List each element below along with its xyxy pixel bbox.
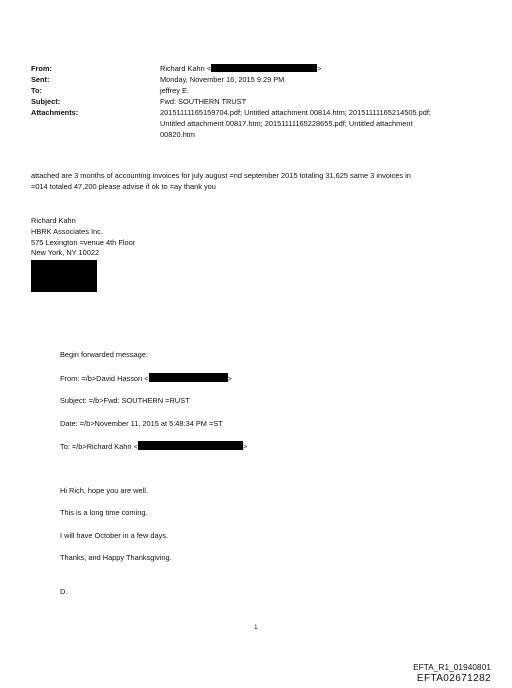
forwarded-from-suffix: > bbox=[227, 374, 232, 383]
forwarded-date-line: Date: =/b>November 11, 2015 at 5:48:34 PM =ST bbox=[60, 419, 223, 428]
redaction-block bbox=[211, 64, 317, 72]
signature-company: HBRK Associates Inc. bbox=[31, 226, 103, 236]
bates-stamp-2: EFTA02671282 bbox=[416, 673, 491, 684]
redaction-block bbox=[138, 441, 243, 450]
forwarded-message-3: Thanks, and Happy Thanksgiving. bbox=[60, 553, 172, 562]
forwarded-to-suffix: > bbox=[242, 442, 248, 451]
to-value: jeffrey E. bbox=[160, 86, 190, 95]
attachments-line-1: 20151111165159704.pdf; Untitled attachment 00814.htm; 20151111165214505.pdf; bbox=[160, 108, 431, 117]
attachments-label: Attachments: bbox=[31, 108, 79, 117]
forwarded-greeting: Hi Rich, hope you are well. bbox=[60, 486, 148, 495]
subject-label: Subject: bbox=[31, 97, 61, 106]
to-label: To: bbox=[31, 86, 42, 95]
redaction-block bbox=[31, 260, 97, 270]
body-line-1: attached are 3 months of accounting invoices for july august =nd september 2015 totaling 31,625 same 3 invoices in bbox=[31, 171, 411, 180]
forwarded-signoff: D. bbox=[60, 587, 68, 596]
redaction-block bbox=[31, 270, 97, 281]
forwarded-subject-line: Subject: =/b>Fwd: SOUTHERN =RUST bbox=[60, 396, 190, 405]
from-suffix: > bbox=[317, 64, 322, 73]
forwarded-from-line bbox=[60, 373, 232, 385]
from-label: From: bbox=[31, 64, 52, 73]
sent-label: Sent: bbox=[31, 75, 50, 84]
redaction-block bbox=[149, 373, 228, 382]
bates-stamp-1: EFTA_R1_01940801 bbox=[413, 663, 491, 672]
signature-name: Richard Kahn bbox=[31, 216, 76, 225]
forwarded-message-2: I will have October in a few days. bbox=[60, 531, 169, 540]
forwarded-from-text: From: =/b>David Hasson < bbox=[60, 374, 149, 383]
forwarded-message-1: This is a long time coming. bbox=[60, 508, 148, 517]
forwarded-to-line bbox=[60, 441, 247, 453]
from-text: Richard Kahn < bbox=[160, 64, 212, 73]
body-line-2: =014 totaled 47,200 please advise if ok to =ay thank you bbox=[31, 182, 216, 191]
sent-value: Monday, November 16, 2015 9:29 PM bbox=[160, 75, 285, 84]
page-number: 1 bbox=[254, 624, 258, 631]
signature-address-1: 575 Lexington =venue 4th Floor bbox=[31, 237, 136, 247]
forwarded-intro: Begin forwarded message: bbox=[60, 350, 148, 359]
subject-value: Fwd: SOUTHERN TRUST bbox=[160, 97, 247, 106]
signature-address-2: New York, NY 10022 bbox=[31, 248, 100, 258]
signature-block bbox=[31, 216, 135, 259]
from-value bbox=[160, 64, 482, 75]
attachments-line-3: 00820.htm bbox=[160, 130, 195, 139]
redaction-block bbox=[31, 281, 97, 292]
attachments-line-2: Untitled attachment 00817.htm; 20151111165228655.pdf; Untitled attachment bbox=[160, 119, 413, 128]
forwarded-to-text: To: =/b>Richard Kahn < bbox=[60, 442, 138, 451]
